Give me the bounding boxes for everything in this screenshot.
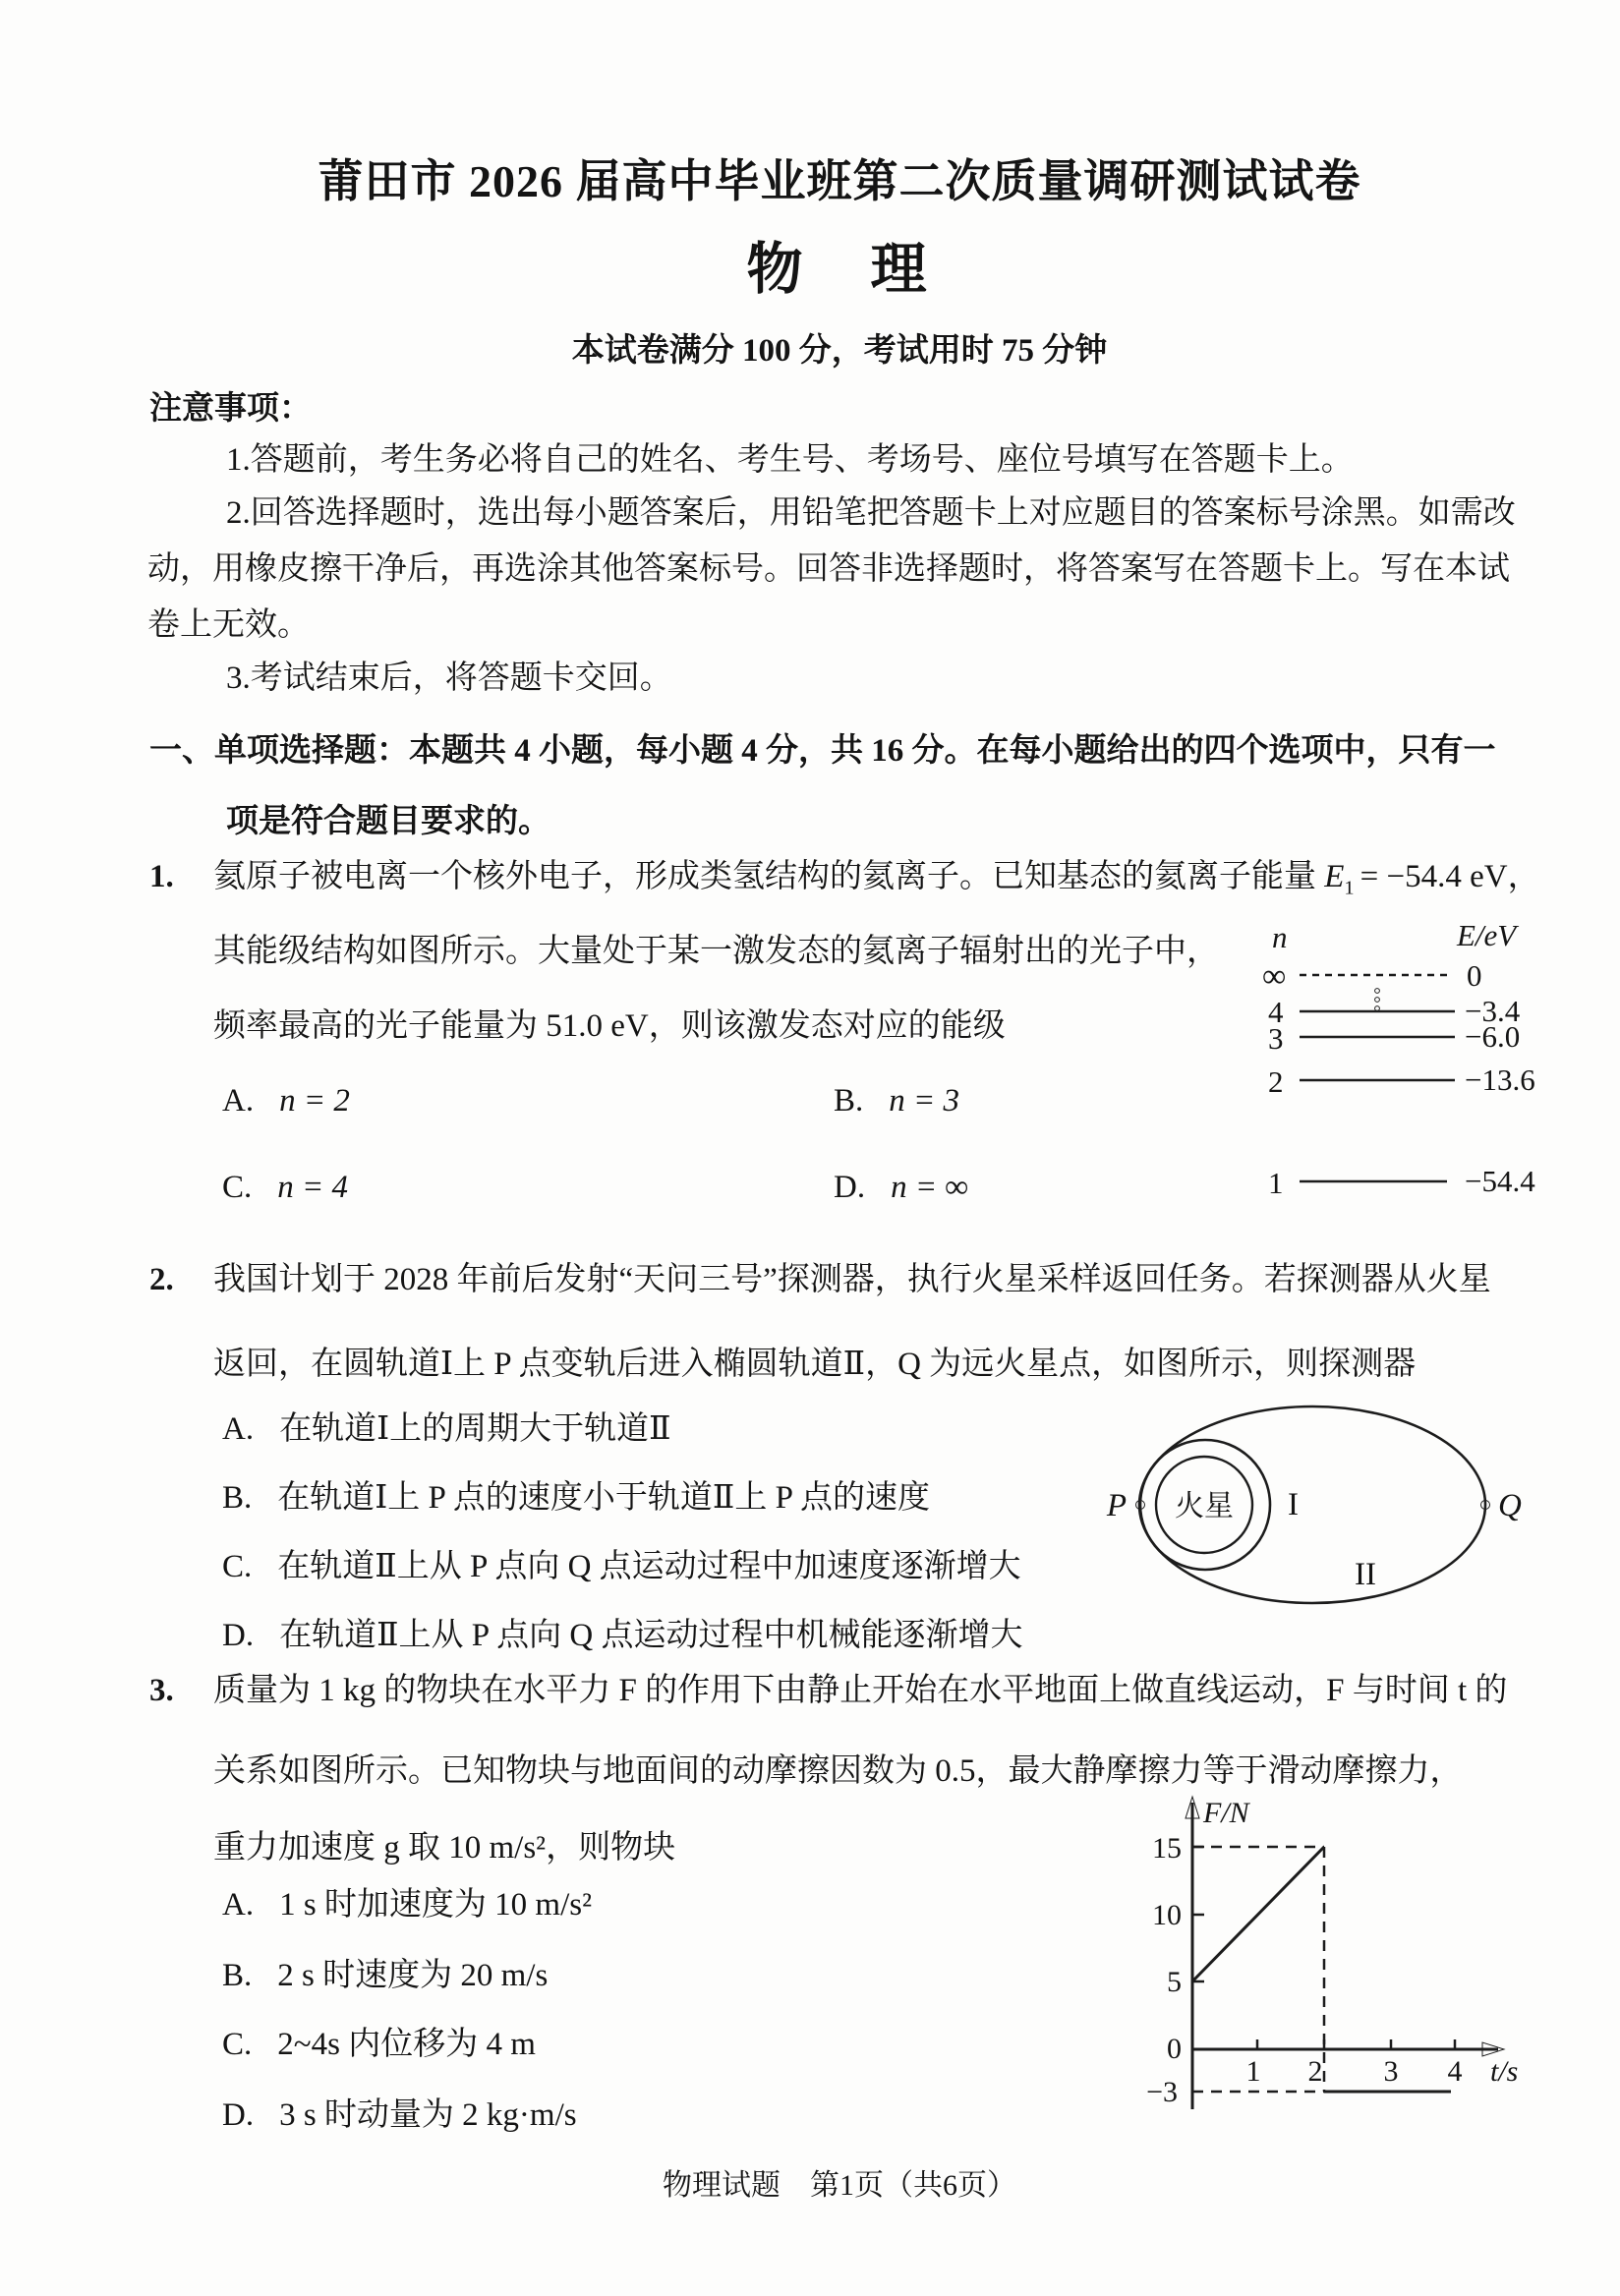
q2-option-b-text: 在轨道Ⅰ上 P 点的速度小于轨道Ⅱ上 P 点的速度 (277, 1480, 930, 1516)
y-axis-title: F/N (1203, 1797, 1249, 1829)
section-heading-line2: 项是符合题目要求的。 (226, 804, 550, 839)
q3-number: 3. (149, 1673, 174, 1708)
q1-e1-symbol: E (1324, 859, 1345, 894)
energy-level-value-3: −6.0 (1465, 1019, 1521, 1054)
q3-option-d-text: 3 s 时动量为 2 kg·m/s (279, 2097, 577, 2133)
q2-option-d-label: D. (222, 1618, 255, 1653)
q3-option-c-label: C. (222, 2027, 253, 2062)
exam-info: 本试卷满分 100 分，考试用时 75 分钟 (571, 333, 1108, 369)
y-tick-label-10: 10 (1152, 1899, 1182, 1931)
notice-line: 2.回答选择题时，选出每小题答案后，用铅笔把答题卡上对应题目的答案标号涂黑。如需改 (226, 495, 1516, 531)
force-time-graph (1109, 1793, 1551, 2127)
energy-axis-n-label: n (1272, 920, 1288, 954)
y-tick-label-5: 5 (1167, 1966, 1182, 1998)
q1-e1-value: = −54.4 eV， (1360, 859, 1540, 894)
q1-number: 1. (149, 859, 174, 894)
q1-line1 (213, 859, 1540, 900)
y-tick-label-neg3: −3 (1146, 2076, 1178, 2108)
y-tick-label-0: 0 (1167, 2033, 1182, 2065)
ellipsis-dot (1375, 1006, 1380, 1011)
subject-title: 物 理 (746, 239, 933, 301)
energy-level-n-2: 2 (1268, 1064, 1284, 1099)
notice-line: 动，用橡皮擦干净后，再选涂其他答案标号。回答非选择题时，将答案写在答题卡上。写在本试 (147, 551, 1510, 587)
energy-level-n-1: 1 (1268, 1166, 1284, 1200)
notice-line: 3.考试结束后，将答题卡交回。 (226, 660, 672, 696)
energy-level-value-4: −3.4 (1465, 994, 1521, 1028)
q1-e1-subscript: 1 (1344, 877, 1355, 899)
x-tick-label-2: 2 (1307, 2055, 1323, 2088)
point-p-label: P (1106, 1488, 1127, 1523)
energy-level-n-infinity: ∞ (1262, 958, 1287, 995)
q2-option-c (222, 1549, 1021, 1586)
x-tick-label-1: 1 (1245, 2055, 1261, 2088)
point-q-label: Q (1498, 1488, 1522, 1523)
y-tick-label-15: 15 (1152, 1832, 1182, 1865)
force-line-rising (1192, 1847, 1324, 1981)
mars-label: 火星 (1175, 1490, 1234, 1522)
q2-option-b (222, 1480, 930, 1518)
notice-heading: 注意事项： (149, 391, 312, 427)
x-axis-title: t/s (1490, 2055, 1519, 2088)
q2-line2: 返回，在圆轨道Ⅰ上 P 点变轨后进入椭圆轨道Ⅱ，Q 为远火星点，如图所示，则探测器 (213, 1347, 1417, 1382)
energy-level-diagram (1246, 910, 1591, 1205)
q1-option-b (834, 1083, 959, 1120)
q1-line3: 频率最高的光子能量为 51.0 eV，则该激发态对应的能级 (213, 1008, 1006, 1044)
q1-option-d (834, 1170, 968, 1207)
x-tick-label-4: 4 (1447, 2055, 1463, 2088)
energy-level-value-2: −13.6 (1465, 1062, 1535, 1097)
page-footer: 物理试题 第1页（共6页） (663, 2169, 1016, 2202)
ellipsis-dot (1375, 998, 1380, 1003)
x-tick-label-3: 3 (1383, 2055, 1399, 2088)
notice-line: 卷上无效。 (147, 607, 310, 643)
section-heading-line1: 一、单项选择题：本题共 4 小题，每小题 4 分，共 16 分。在每小题给出的四个选项中，只有一 (149, 733, 1496, 769)
q2-option-c-label: C. (222, 1549, 253, 1584)
q1-option-b-label: B. (834, 1083, 864, 1119)
energy-level-value-1: −54.4 (1465, 1164, 1535, 1198)
page-title: 莆田市 2026 届高中毕业班第二次质量调研测试试卷 (318, 156, 1361, 206)
energy-level-n-4: 4 (1268, 995, 1284, 1029)
energy-level-value-0: 0 (1467, 958, 1482, 993)
q2-option-b-label: B. (222, 1480, 253, 1516)
q1-option-b-text: n = 3 (889, 1083, 960, 1119)
q1-option-a (222, 1083, 350, 1120)
q3-option-a-text: 1 s 时加速度为 10 m/s² (279, 1887, 593, 1923)
notice-line: 1.答题前，考生务必将自己的姓名、考生号、考场号、座位号填写在答题卡上。 (226, 442, 1354, 478)
q2-option-d-text: 在轨道Ⅱ上从 P 点向 Q 点运动过程中机械能逐渐增大 (279, 1618, 1023, 1653)
q3-option-b-label: B. (222, 1958, 253, 1993)
orbit-i-label: I (1288, 1487, 1299, 1522)
q3-line1: 质量为 1 kg 的物块在水平力 F 的作用下由静止开始在水平地面上做直线运动，F 与时间 t 的 (213, 1673, 1508, 1708)
q3-option-b (222, 1958, 548, 1995)
q3-option-d-label: D. (222, 2097, 255, 2133)
q3-option-b-text: 2 s 时速度为 20 m/s (277, 1958, 549, 1993)
q2-option-a (222, 1411, 671, 1449)
q3-option-c-text: 2~4s 内位移为 4 m (277, 2027, 536, 2062)
energy-axis-e-label: E/eV (1457, 918, 1517, 952)
orbit-ii-label: II (1355, 1557, 1376, 1592)
q1-line1-text: 氦原子被电离一个核外电子，形成类氢结构的氦离子。已知基态的氦离子能量 (213, 859, 1325, 894)
q3-line3: 重力加速度 g 取 10 m/s²，则物块 (213, 1830, 676, 1866)
q2-option-c-text: 在轨道Ⅱ上从 P 点向 Q 点运动过程中加速度逐渐增大 (277, 1549, 1021, 1584)
q3-option-c (222, 2027, 536, 2064)
q3-option-d (222, 2097, 577, 2135)
q1-option-d-text: n = ∞ (891, 1170, 968, 1205)
q2-option-a-text: 在轨道Ⅰ上的周期大于轨道Ⅱ (279, 1411, 671, 1447)
q1-option-a-label: A. (222, 1083, 255, 1119)
q1-option-c (222, 1170, 348, 1207)
energy-level-n-3: 3 (1268, 1021, 1284, 1056)
q2-number: 2. (149, 1262, 174, 1297)
q2-option-d (222, 1618, 1022, 1655)
mars-orbit-diagram (1099, 1384, 1591, 1635)
q1-option-d-label: D. (834, 1170, 866, 1205)
q1-option-c-text: n = 4 (277, 1170, 349, 1205)
q2-option-a-label: A. (222, 1411, 255, 1447)
q3-option-a-label: A. (222, 1887, 255, 1923)
q1-line2: 其能级结构如图所示。大量处于某一激发态的氦离子辐射出的光子中， (213, 934, 1219, 969)
q2-line1: 我国计划于 2028 年前后发射“天问三号”探测器，执行火星采样返回任务。若探测器从火星 (213, 1262, 1491, 1297)
q3-line2: 关系如图所示。已知物块与地面间的动摩擦因数为 0.5，最大静摩擦力等于滑动摩擦力， (213, 1753, 1463, 1789)
q1-option-c-label: C. (222, 1170, 253, 1205)
q3-option-a (222, 1887, 592, 1924)
q1-option-a-text: n = 2 (279, 1083, 350, 1119)
ellipsis-dot (1375, 989, 1380, 994)
